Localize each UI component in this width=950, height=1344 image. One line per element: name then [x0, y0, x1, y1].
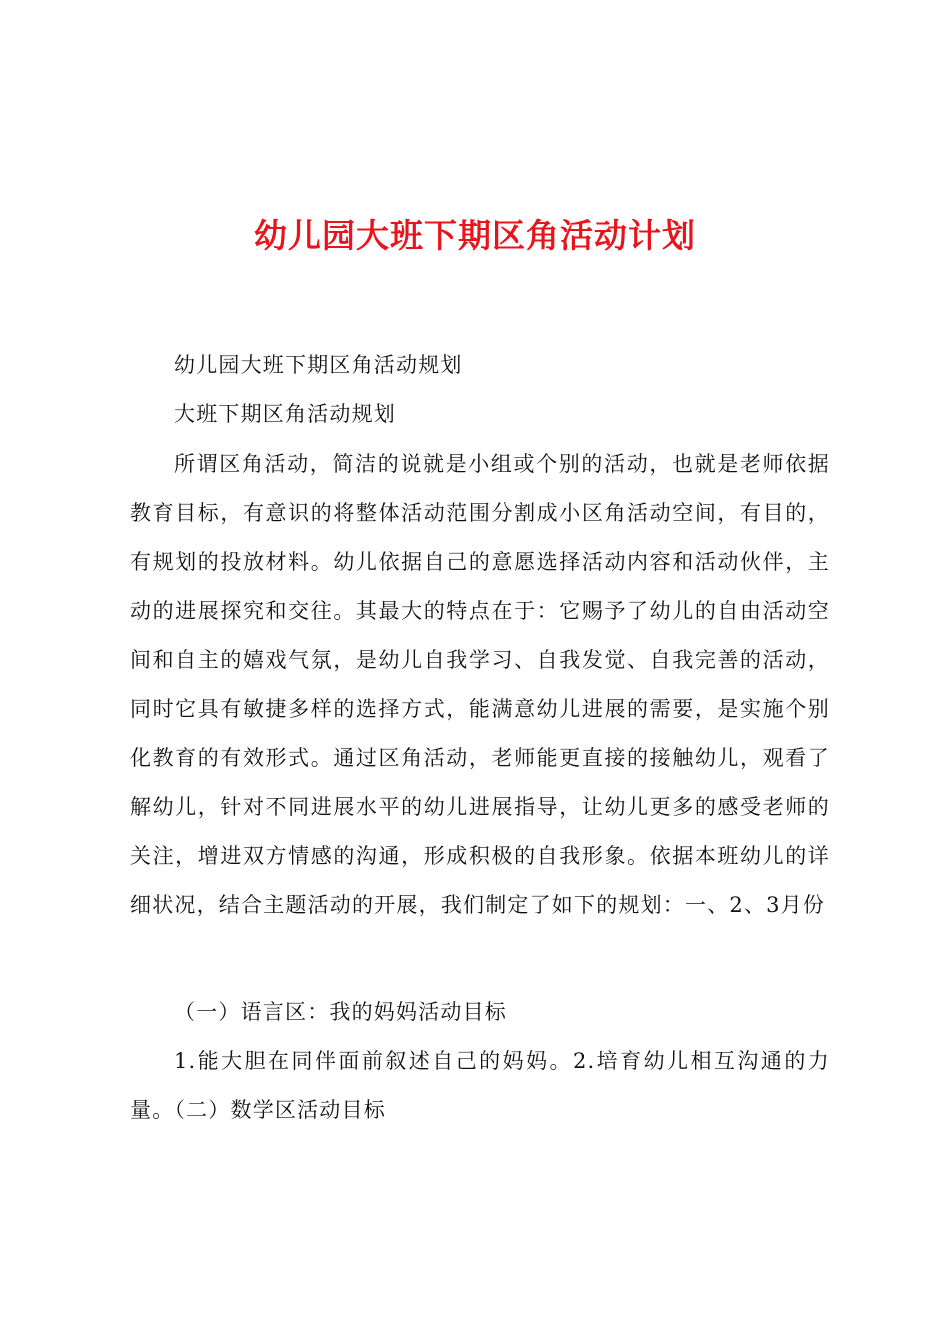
paragraph-body: 所谓区角活动，简洁的说就是小组或个别的活动，也就是老师依据教育目标，有意识的将整体活动范围分割成小区角活动空间，有目的，有规划的投放材料。幼儿依据自己的意愿选择活动内容和活动伙伴，主动的进展探究和交往。其最大的特点在于：它赐予了幼儿的自由活动空间和自主的嬉戏气氛，是幼儿自我学习、自我发觉、自我完善的活动，同时它具有敏捷多样的选择方式，能满意幼儿进展的需要，是实施个别化教育的有效形式。通过区角活动，老师能更直接的接触幼儿，观看了解幼儿，针对不同进展水平的幼儿进展指导，让幼儿更多的感受老师的关注，增进双方情感的沟通，形成积极的自我形象。依据本班幼儿的详细状况，结合主题活动的开展，我们制定了如下的规划：一、2、3月份 [130, 452, 830, 917]
paragraph-language-area: （一）语言区：我的妈妈活动目标 [174, 1000, 507, 1024]
paragraph-heading: 大班下期区角活动规划 [174, 402, 396, 426]
document-title: 幼儿园大班下期区角活动计划 [254, 216, 696, 255]
paragraph-subtitle: 幼儿园大班下期区角活动规划 [174, 353, 463, 377]
paragraph-goals: 1.能大胆在同伴面前叙述自己的妈妈。2.培育幼儿相互沟通的力量。（二）数学区活动目标 [130, 1049, 830, 1122]
